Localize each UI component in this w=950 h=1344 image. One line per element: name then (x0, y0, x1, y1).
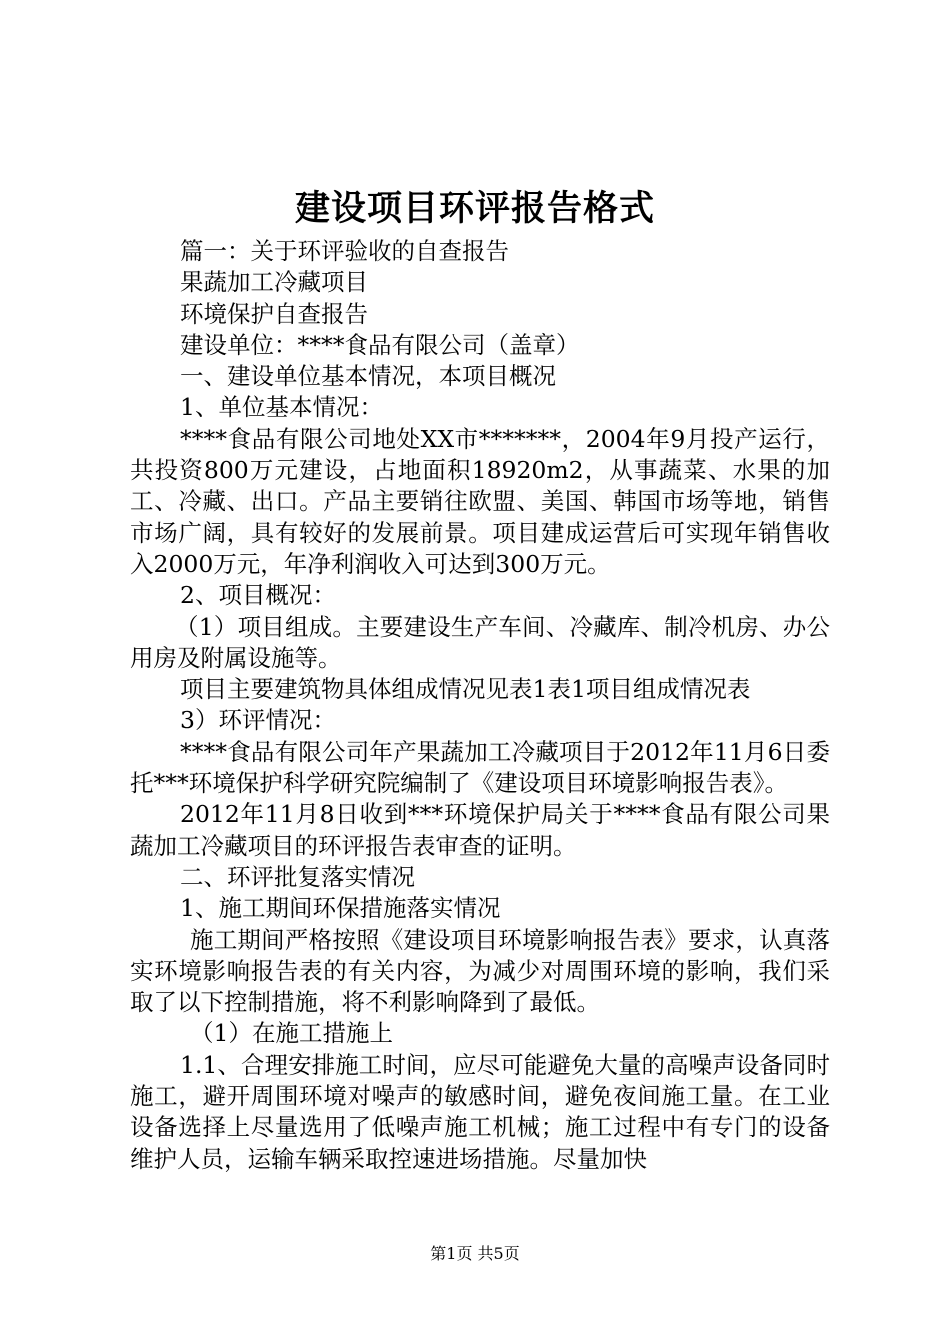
paragraph-unit-basics-heading: 1、单位基本情况： (180, 393, 383, 422)
paragraph-project-name: 果蔬加工冷藏项目 (180, 268, 368, 297)
paragraph-eia-approval: 2012年11月8日收到***环境保护局关于****食品有限公司果蔬加工冷藏项目的环评报告表审查的证明。 (130, 800, 830, 860)
paragraph-section-two: 二、环评批复落实情况 (180, 862, 415, 891)
paragraph-section-one: 一、建设单位基本情况，本项目概况 (180, 362, 556, 391)
paragraph-construction-unit: 建设单位：****食品有限公司（盖章） (180, 330, 580, 359)
paragraph-project-composition: （1）项目组成。主要建设生产车间、冷藏库、制冷机房、办公用房及附属设施等。 (130, 612, 830, 672)
paragraph-construction-measures-heading: 1、施工期间环保措施落实情况 (180, 894, 501, 923)
document-title: 建设项目环评报告格式 (294, 189, 655, 229)
paragraph-project-overview-heading: 2、项目概况： (180, 581, 336, 610)
paragraph-buildings-table-ref: 项目主要建筑物具体组成情况见表1表1项目组成情况表 (180, 675, 751, 704)
paragraph-eia-commission: ****食品有限公司年产果蔬加工冷藏项目于2012年11月6日委托***环境保护科学研究院编制了《建设项目环境影响报告表》。 (130, 737, 830, 798)
page-footer: 第1页 共5页 (430, 1244, 520, 1263)
document-body (130, 236, 830, 1175)
paragraph-noise-control: 1.1、合理安排施工时间，应尽可能避免大量的高噪声设备同时施工，避开周围环境对噪声的敏感时间，避免夜间施工量。在工业设备选择上尽量选用了低噪声施工机械；施工过程中有专门的设备维护人员，运输车辆采取控速进场措施。尽量加快 (130, 1050, 830, 1173)
paragraph-report-name: 环境保护自查报告 (180, 299, 368, 328)
paragraph-chapter-heading: 篇一：关于环评验收的自查报告 (180, 237, 509, 265)
paragraph-eia-heading: 3）环评情况： (180, 706, 336, 735)
paragraph-construction-measures: 施工期间严格按照《建设项目环境影响报告表》要求，认真落实环境影响报告表的有关内容，为减少对周围环境的影响，我们采取了以下控制措施，将不利影响降到了最低。 (130, 925, 830, 1017)
paragraph-unit-basics: ****食品有限公司地处XX市*******，2004年9月投产运行，共投资800万元建设，占地面积18920m2，从事蔬菜、水果的加工、冷藏、出口。产品主要销往欧盟、美国、韩国市场等地，销售市场广阔，具有较好的发展前景。项目建成运营后可实现年销售收入2000万元，年净利润收入可达到300万元。 (130, 424, 830, 578)
paragraph-construction-subheading: （1）在施工措施上 (190, 1019, 393, 1048)
